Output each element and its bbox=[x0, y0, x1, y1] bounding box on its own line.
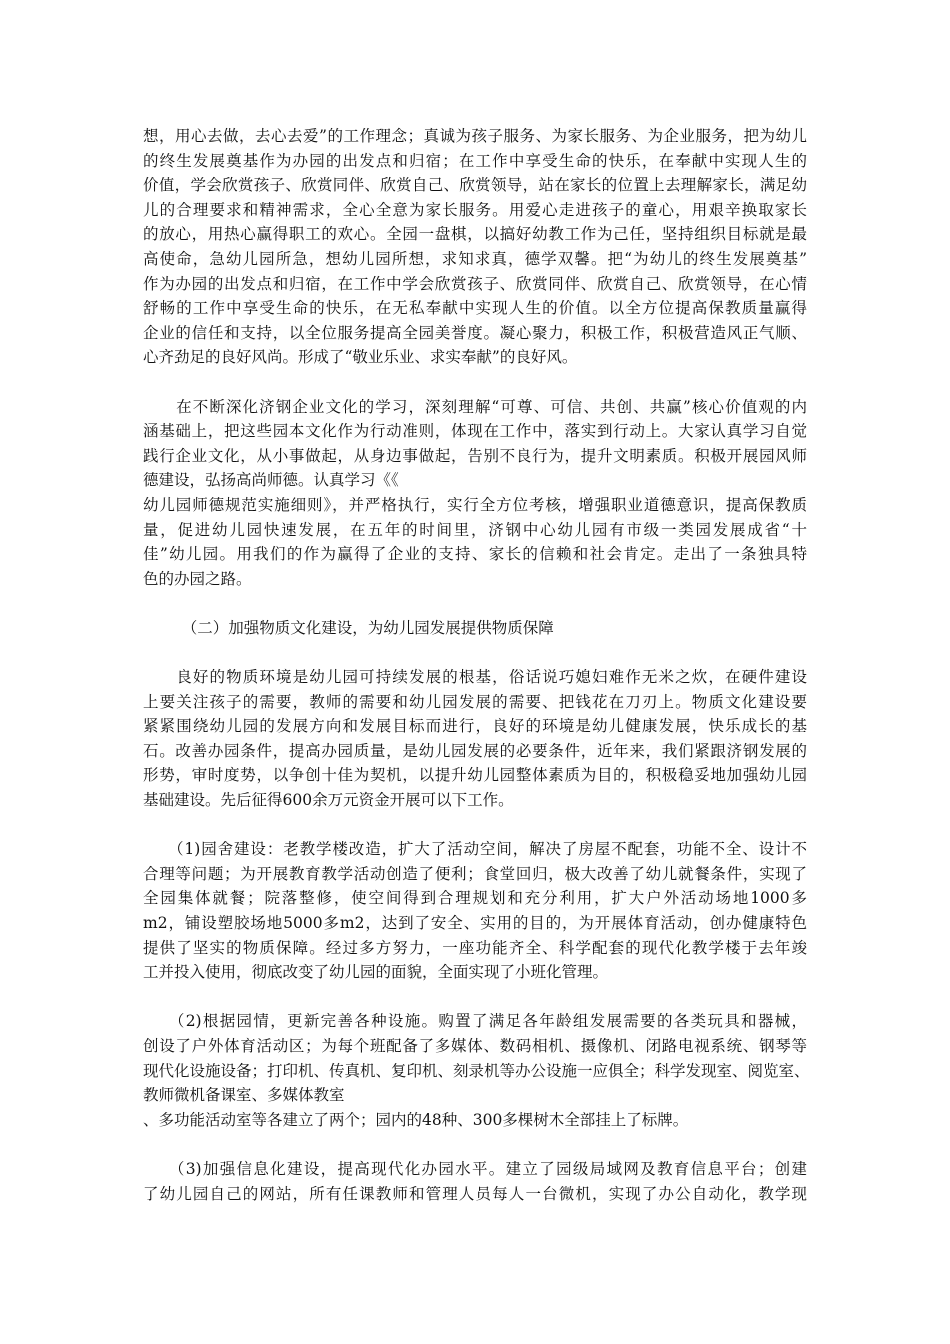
text-line: 全园集体就餐；院落整修，使空间得到合理规划和充分利用，扩大户外活动场地1000多 bbox=[143, 889, 807, 908]
paragraph-work-philosophy bbox=[143, 124, 807, 370]
text-line: 良好的物质环境是幼儿园可持续发展的根基，俗话说巧媳妇难作无米之炊，在硬件建设 bbox=[143, 668, 807, 687]
text-line: m2，铺设塑胶场地5000多m2，达到了安全、实用的目的，为开展体育活动，创办健康特色 bbox=[143, 914, 807, 932]
text-line: 现代化设施设备；打印机、传真机、复印机、刻录机等办公设施一应俱全；科学发现室、阅览室、 bbox=[143, 1061, 810, 1080]
text-line: 幼儿园师德规范实施细则》，并严格执行，实行全方位考核，增强职业道德意识，提高保教质 bbox=[143, 495, 807, 514]
text-line: （3)加强信息化建设，提高现代化办园水平。建立了园级局域网及教育信息平台；创建 bbox=[143, 1159, 807, 1178]
text-line: 的放心，用热心赢得职工的欢心。全园一盘棋，以搞好幼教工作为己任，坚持组织目标就是最 bbox=[143, 225, 807, 244]
paragraph-corporate-culture bbox=[143, 395, 807, 592]
section-heading bbox=[143, 616, 807, 641]
paragraph-facilities bbox=[143, 1009, 810, 1132]
text-line: 教师微机备课室、多媒体教室 bbox=[143, 1086, 345, 1105]
text-line: 舒畅的工作中享受生命的快乐，在无私奉献中实现人生的价值。以全方位提高保教质量赢得 bbox=[143, 299, 807, 318]
text-line: 形势，审时度势，以争创十佳为契机，以提升幼儿园整体素质为目的，积极稳妥地加强幼儿园 bbox=[143, 766, 807, 785]
text-line: 基础建设。先后征得600余万元资金开展可以下工作。 bbox=[143, 791, 514, 810]
text-line: （2)根据园情，更新完善各种设施。购置了满足各年龄组发展需要的各类玩具和器械， bbox=[143, 1012, 807, 1031]
text-line: （1)园舍建设：老教学楼改造，扩大了活动空间，解决了房屋不配套，功能不全、设计不 bbox=[143, 840, 807, 859]
text-line: 量，促进幼儿园快速发展，在五年的时间里，济钢中心幼儿园有市级一类园发展成省“十 bbox=[143, 520, 807, 539]
paragraph-building-construction bbox=[143, 837, 807, 985]
paragraph-material-environment bbox=[143, 665, 807, 813]
text-line: 了幼儿园自己的网站，所有任课教师和管理人员每人一台微机，实现了办公自动化，教学现 bbox=[143, 1184, 807, 1203]
text-line: 色的办园之路。 bbox=[143, 569, 252, 588]
text-line: 提供了坚实的物质保障。经过多方努力，一座功能齐全、科学配套的现代化教学楼于去年竣 bbox=[143, 938, 807, 957]
document-body bbox=[143, 124, 810, 1231]
text-line: 工并投入使用，彻底改变了幼儿园的面貌，全面实现了小班化管理。 bbox=[143, 963, 609, 982]
text-line: 上要关注孩子的需要，教师的需要和幼儿园发展的需要、把钱花在刀刃上。物质文化建设要 bbox=[143, 692, 807, 711]
text-line: 作为办园的出发点和归宿，在工作中学会欣赏孩子、欣赏同伴、欣赏自己、欣赏领导，在心情 bbox=[143, 274, 807, 293]
text-line: 想，用心去做，去心去爱”的工作理念；真诚为孩子服务、为家长服务、为企业服务，把为幼儿 bbox=[143, 127, 807, 145]
text-line: 价值，学会欣赏孩子、欣赏同伴、欣赏自己、欣赏领导，站在家长的位置上去理解家长，满足幼 bbox=[143, 176, 807, 195]
text-line: 创设了户外体育活动区；为每个班配备了多媒体、数码相机、摄像机、闭路电视系统、钢琴等 bbox=[143, 1036, 807, 1055]
text-line: 、多功能活动室等各建立了两个；园内的48种、300多棵树木全部挂上了标牌。 bbox=[143, 1110, 689, 1129]
text-line: 石。改善办园条件，提高办园质量，是幼儿园发展的必要条件，近年来，我们紧跟济钢发展的 bbox=[143, 741, 807, 760]
text-line: 儿的合理要求和精神需求，全心全意为家长服务。用爱心走进孩子的童心，用艰辛换取家长 bbox=[143, 200, 807, 219]
text-line: 高使命，急幼儿园所急，想幼儿园所想，求知求真，德学双馨。把“为幼儿的终生发展奠基” bbox=[143, 249, 807, 268]
text-line: 德建设，弘扬高尚师德。认真学习《《 bbox=[143, 471, 399, 490]
text-line: 企业的信任和支持，以全位服务提高全园美誉度。凝心聚力，积极工作，积极营造风正气顺、 bbox=[143, 323, 807, 342]
section-heading-text: （二）加强物质文化建设，为幼儿园发展提供物质保障 bbox=[143, 618, 554, 637]
text-line: 佳”幼儿园。用我们的作为赢得了企业的支持、家长的信赖和社会肯定。走出了一条独具特 bbox=[143, 545, 807, 564]
paragraph-informatization bbox=[143, 1157, 807, 1206]
text-line: 合理等问题；为开展教育教学活动创造了便利；食堂回归，极大改善了幼儿就餐条件，实现了 bbox=[143, 864, 807, 883]
text-line: 涵基础上，把这些园本文化作为行动准则，体现在工作中，落实到行动上。大家认真学习自觉 bbox=[143, 422, 807, 441]
text-line: 践行企业文化，从小事做起，从身边事做起，告别不良行为，提升文明素质。积极开展园风师 bbox=[143, 446, 807, 465]
text-line: 的终生发展奠基作为办园的出发点和归宿；在工作中享受生命的快乐，在奉献中实现人生的 bbox=[143, 151, 807, 170]
text-line: 在不断深化济钢企业文化的学习，深刻理解“可尊、可信、共创、共赢”核心价值观的内 bbox=[143, 397, 807, 416]
text-line: 心齐劲足的良好风尚。形成了“敬业乐业、求实奉献”的良好风。 bbox=[143, 348, 578, 367]
text-line: 紧紧围绕幼儿园的发展方向和发展目标而进行，良好的环境是幼儿健康发展，快乐成长的基 bbox=[143, 717, 807, 736]
